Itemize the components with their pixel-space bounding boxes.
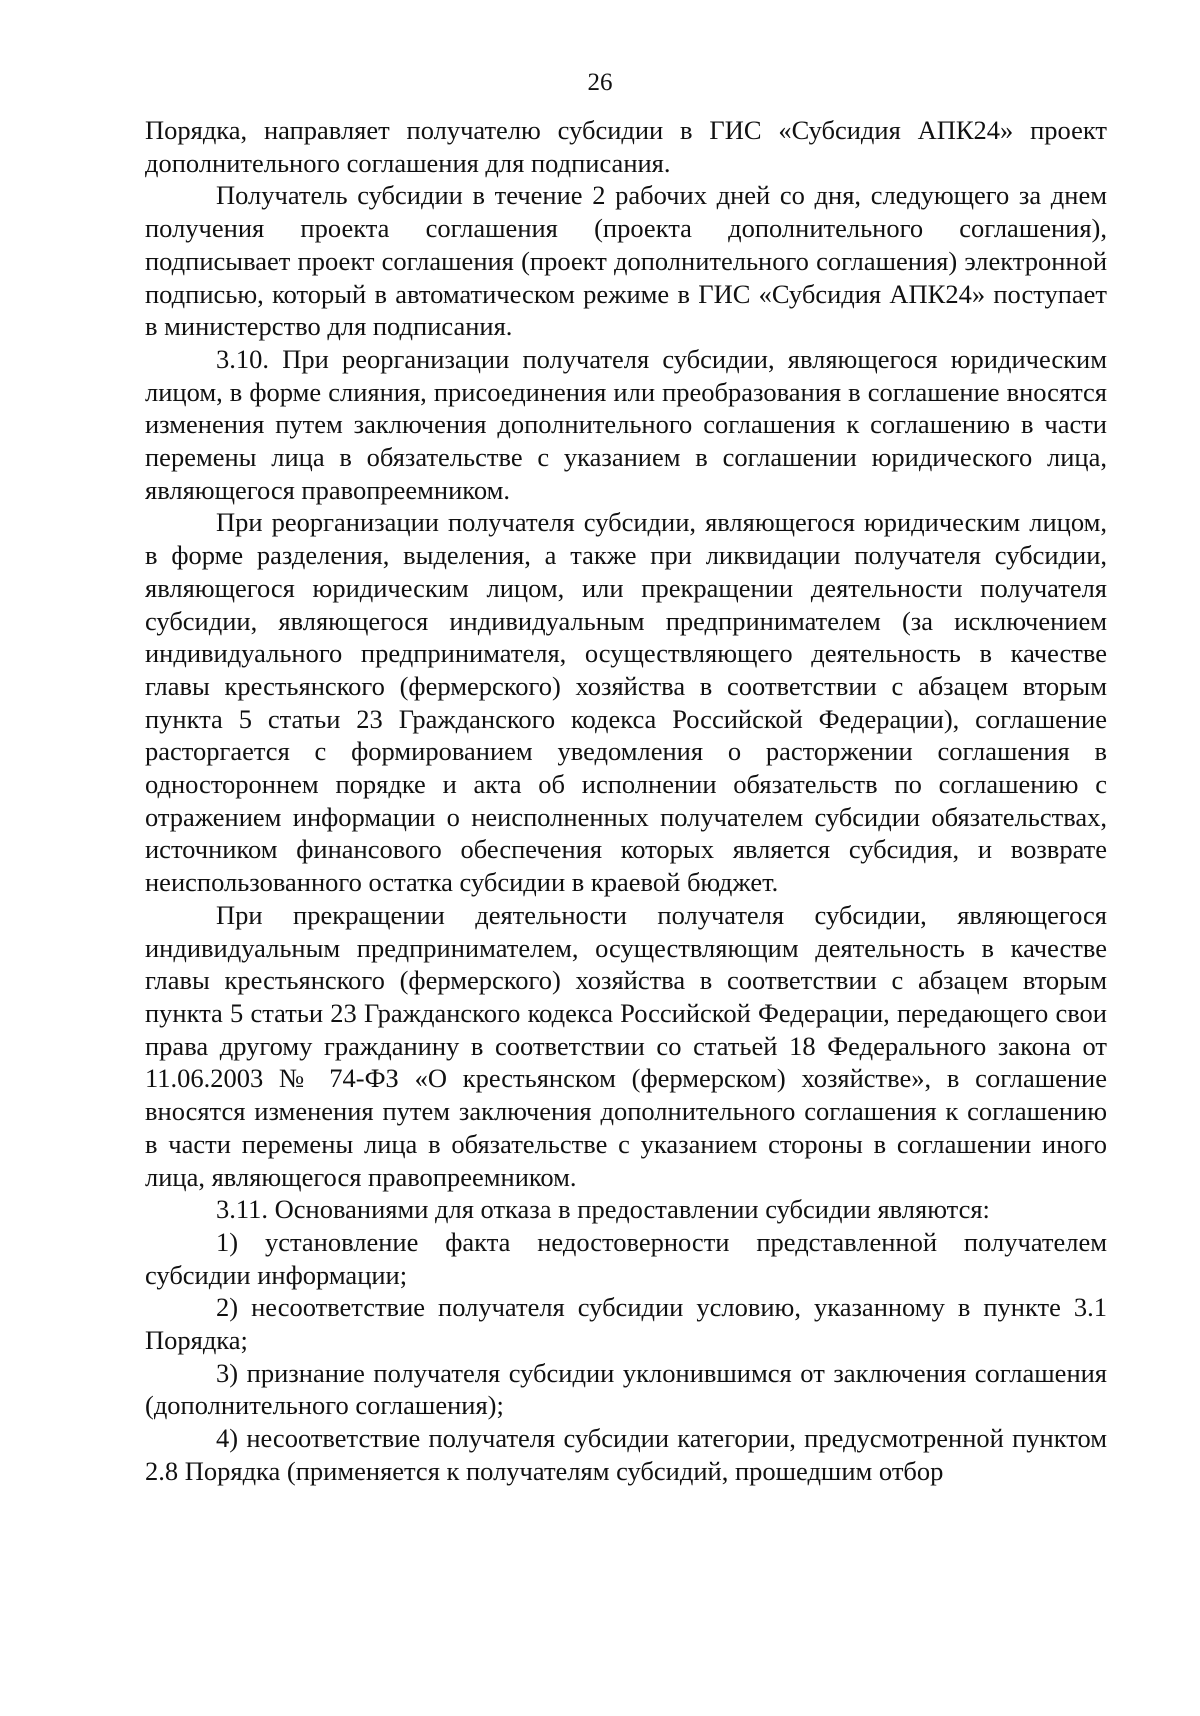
- list-item-4: 4) несоответствие получателя субсидии категории, предусмотренной пунктом 2.8 Порядка (применяется к получателям субсидий, прошедшим отбор: [145, 1423, 1107, 1486]
- paragraph-3-10-reorganization: 3.10. При реорганизации получателя субсидии, являющегося юридическим лицом, в форме слияния, присоединения или преобразования в соглашение вносятся изменения путем заключения дополнительного соглашения к соглашению в части перемены лица в обязательстве с указанием в соглашении юридического лица, являющегося правопреемником.: [145, 343, 1107, 505]
- paragraph-signing-deadline: Получатель субсидии в течение 2 рабочих дней со дня, следующего за днем получения проекта соглашения (проекта дополнительного соглашения), подписывает проект соглашения (проект дополнительного соглашения) электронной подписью, который в автоматическом режиме в ГИС «Субсидия АПК24» поступает в министерство для подписания.: [145, 180, 1107, 342]
- list-item-2: 2) несоответствие получателя субсидии условию, указанному в пункте 3.1 Порядка;: [145, 1292, 1107, 1356]
- list-item-1: 1) установление факта недостоверности представленной получателем субсидии информации;: [145, 1226, 1107, 1290]
- document-body: [145, 114, 1107, 1488]
- paragraph-continuation: Порядка, направляет получателю субсидии в ГИС «Субсидия АПК24» проект дополнительного соглашения для подписания.: [145, 115, 1107, 178]
- page-number: 26: [587, 69, 613, 96]
- paragraph-farm-transfer: При прекращении деятельности получателя субсидии, являющегося индивидуальным предпринимателем, осуществляющим деятельность в качестве главы крестьянского (фермерского) хозяйства в соответствии с абзацем вторым пункта 5 статьи 23 Гражданского кодекса Российской Федерации, передающего свои права другому гражданину в соответствии со статьей 18 Федерального закона от 11.06.2003 № 74-ФЗ «О крестьянском (фермерском) хозяйстве», в соглашение вносятся изменения путем заключения дополнительного соглашения к соглашению в части перемены лица в обязательстве с указанием стороны в соглашении иного лица, являющегося правопреемником.: [145, 899, 1107, 1192]
- paragraph-3-11-refusal-grounds: 3.11. Основаниями для отказа в предоставлении субсидии являются:: [216, 1194, 990, 1225]
- list-item-3: 3) признание получателя субсидии уклонившимся от заключения соглашения (дополнительного соглашения);: [145, 1357, 1107, 1421]
- paragraph-termination: При реорганизации получателя субсидии, являющегося юридическим лицом, в форме разделения, выделения, а также при ликвидации получателя субсидии, являющегося юридическим лицом, или прекращении деятельности получателя субсидии, являющегося индивидуальным предпринимателем (за исключением индивидуального предпринимателя, осуществляющего деятельность в качестве главы крестьянского (фермерского) хозяйства в соответствии с абзацем вторым пункта 5 статьи 23 Гражданского кодекса Российской Федерации), соглашение расторгается с формированием уведомления о расторжении соглашения в одностороннем порядке и акта об исполнении обязательств по соглашению с отражением информации о неисполненных получателем субсидии обязательствах, источником финансового обеспечения которых является субсидия, и возврате неиспользованного остатка субсидии в краевой бюджет.: [145, 507, 1107, 898]
